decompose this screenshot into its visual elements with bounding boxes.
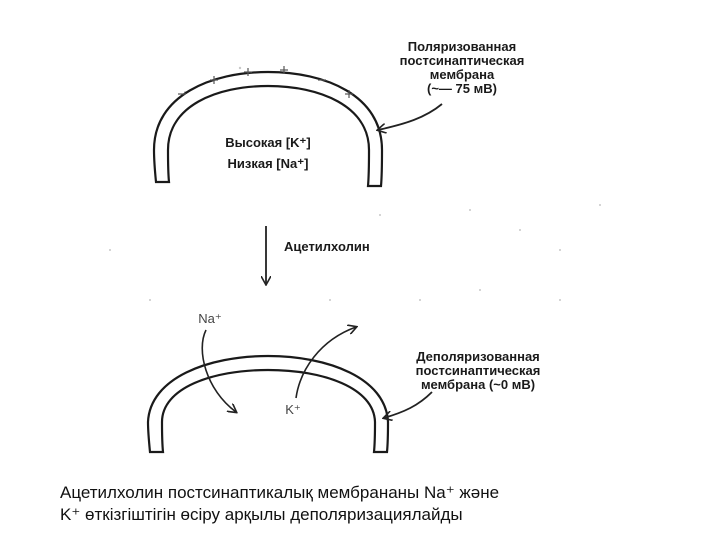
sodium-ion-label: Na⁺ [198,311,222,326]
depolarized-label-line: постсинаптическая [415,363,541,378]
caption-line: Ацетилхолин постсинаптикалық мембрананы Na⁺ және [60,483,500,502]
high-potassium-label: Высокая [K⁺] [225,135,311,150]
acetylcholine-label: Ацетилхолин [284,239,370,254]
depolarized-membrane-label [368,350,588,392]
depolarized-pointer-arrow [384,392,432,418]
low-sodium-label: Низкая [Na⁺] [227,156,309,171]
caption-line: K⁺ өткізгіштігін өсіру арқылы деполяризациялайды [60,505,463,524]
potassium-ion-label: K⁺ [285,402,301,417]
polarized-label-line: (~— 75 мВ) [427,81,497,96]
polarized-label-line: постсинаптическая [399,53,525,68]
depolarized-label-line: Деполяризованная [416,349,540,364]
polarized-label-line: мембрана [429,67,495,82]
figure-caption [60,482,660,526]
depolarized-membrane [148,356,388,452]
polarized-membrane-label [352,40,572,96]
polarized-label-line: Поляризованная [407,39,517,54]
depolarized-label-line: мембрана (~0 мВ) [420,377,536,392]
polarized-pointer-arrow [378,104,442,130]
